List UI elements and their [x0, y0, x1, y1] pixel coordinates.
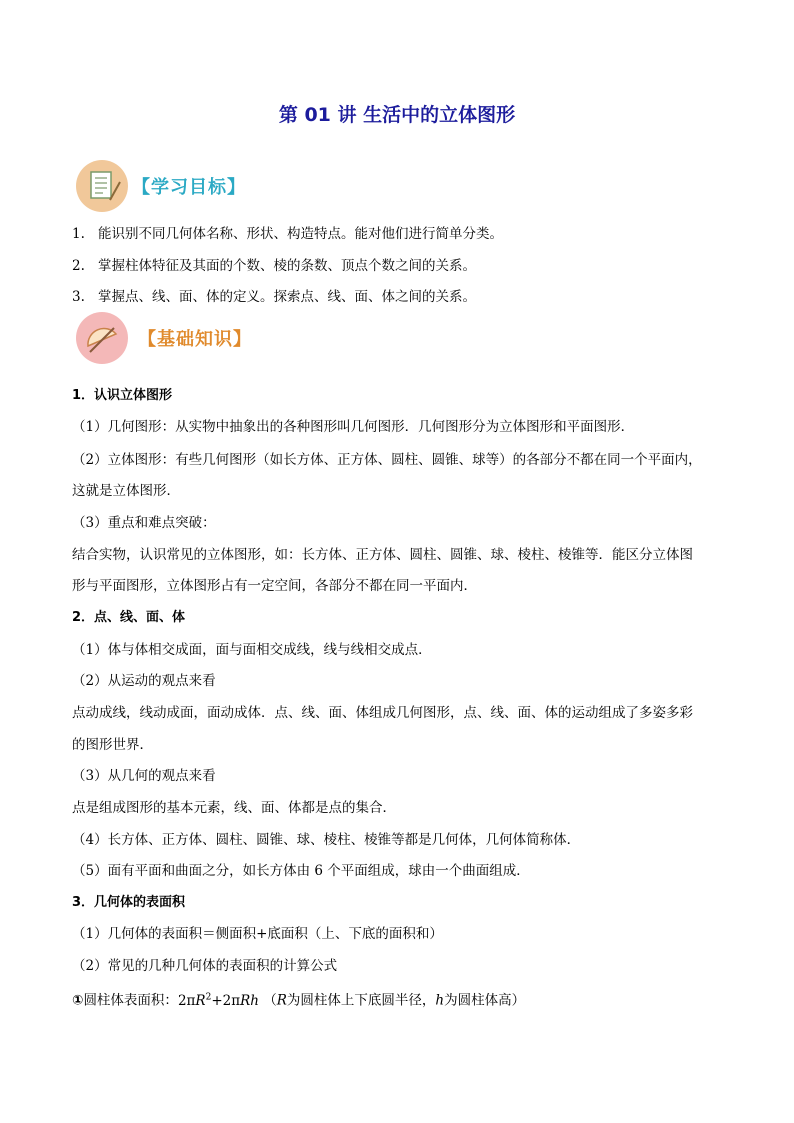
- body-line: （3）重点和难点突破：: [72, 515, 216, 531]
- body-line: 这就是立体图形．: [72, 483, 180, 499]
- body-line: （4）长方体、正方体、圆柱、圆锥、球、棱柱、棱锥等都是几何体，几何体简称体．: [72, 832, 581, 848]
- body-line: 形与平面图形，立体图形占有一定空间，各部分不都在同一平面内．: [72, 578, 477, 594]
- goal-item: 2. 掌握柱体特征及其面的个数、棱的条数、顶点个数之间的关系。: [72, 258, 476, 274]
- body-line: （1）体与体相交成面，面与面相交成线，线与线相交成点．: [72, 642, 432, 658]
- protractor-icon: [76, 312, 128, 364]
- body-line: （1）几何体的表面积＝侧面积+底面积（上、下底的面积和）: [72, 926, 443, 942]
- section-heading: 3．几何体的表面积: [72, 895, 186, 910]
- body-line: 的图形世界．: [72, 737, 153, 753]
- body-line: （2）从运动的观点来看: [72, 673, 216, 689]
- goals-header: [76, 160, 246, 212]
- basics-header: [76, 312, 252, 364]
- formula-label: 圆柱体表面积：: [83, 992, 178, 1009]
- formula-line: [72, 987, 732, 1011]
- goal-item: 1. 能识别不同几何体名称、形状、构造特点。能对他们进行简单分类。: [72, 226, 503, 242]
- body-line: （5）面有平面和曲面之分，如长方体由 6 个平面组成，球由一个曲面组成．: [72, 863, 530, 879]
- formula-marker: ①: [72, 992, 84, 1009]
- body-line: 点动成线，线动成面，面动成体．点、线、面、体组成几何图形，点、线、面、体的运动组成了多姿多彩: [72, 705, 693, 721]
- basics-label: 【基础知识】: [138, 329, 252, 350]
- body-line: 点是组成图形的基本元素，线、面、体都是点的集合．: [72, 800, 396, 816]
- section-heading: 2．点、线、面、体: [72, 610, 186, 625]
- body-line: 结合实物，认识常见的立体图形，如：长方体、正方体、圆柱、圆锥、球、棱柱、棱锥等．能区分立体图: [72, 547, 693, 563]
- body-line: （1）几何图形：从实物中抽象出的各种图形叫几何图形．几何图形分为立体图形和平面图形．: [72, 419, 635, 435]
- page-title: 第 01 讲 生活中的立体图形: [278, 104, 516, 126]
- notebook-icon: [76, 160, 128, 212]
- body-line: （3）从几何的观点来看: [72, 768, 216, 784]
- section-heading: 1．认识立体图形: [72, 388, 173, 403]
- body-line: （2）立体图形：有些几何图形（如长方体、正方体、圆柱、圆锥、球等）的各部分不都在同一个平面内，: [72, 452, 702, 468]
- goals-label: 【学习目标】: [132, 177, 246, 198]
- formula-note: （R为圆柱体上下底圆半径，h为圆柱体高）: [263, 992, 526, 1009]
- formula-expression: $2\pi R^2+2\pi Rh$: [177, 992, 259, 1009]
- goal-item: 3. 掌握点、线、面、体的定义。探索点、线、面、体之间的关系。: [72, 289, 476, 305]
- body-line: （2）常见的几种几何体的表面积的计算公式: [72, 958, 338, 974]
